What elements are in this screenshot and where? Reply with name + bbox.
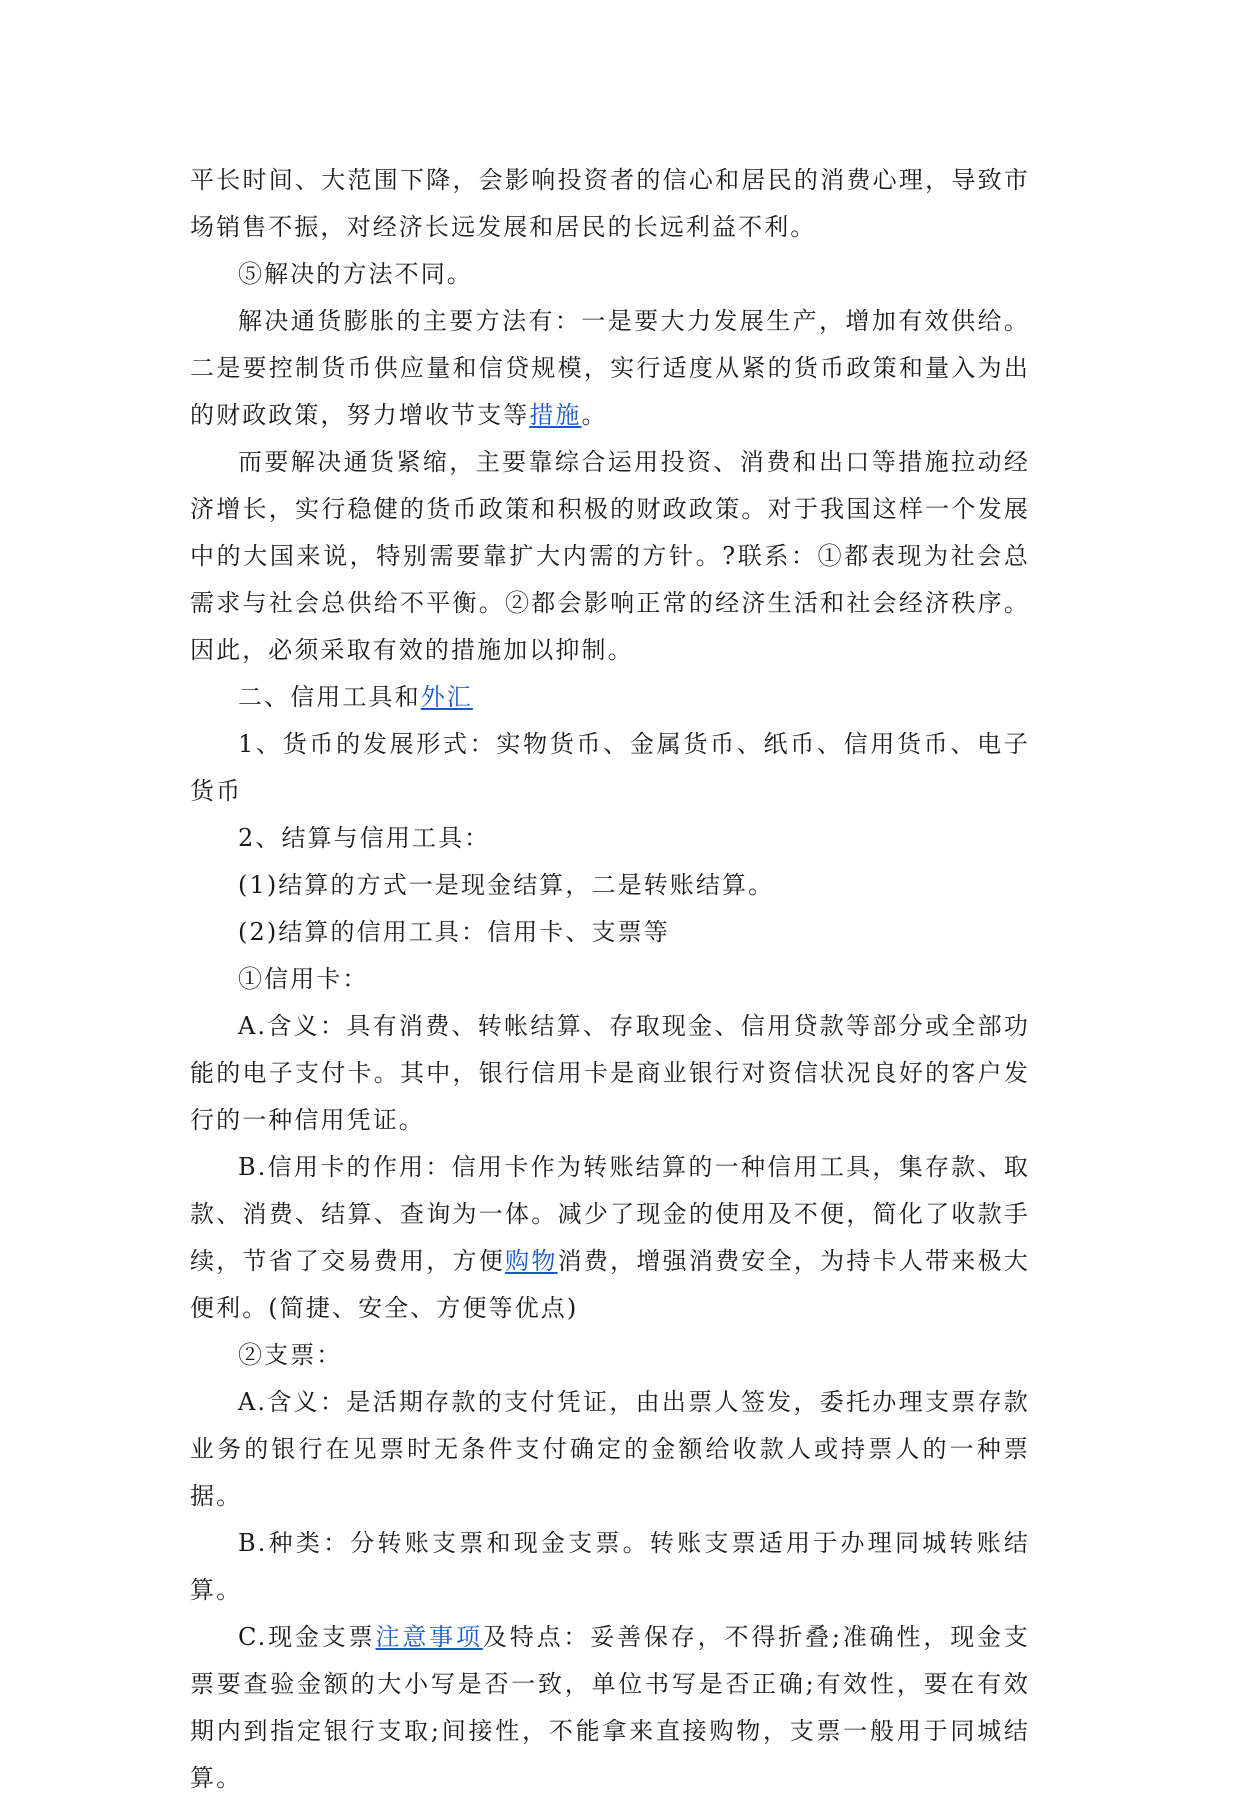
section-heading [190,674,1030,721]
link-cuoshi[interactable]: 措施 [529,401,582,429]
document-body [190,157,1030,1802]
link-waihui[interactable]: 外汇 [420,683,473,711]
paragraph [190,1332,1030,1379]
link-zhuyishixiang[interactable]: 注意事项 [375,1623,483,1651]
paragraph [190,862,1030,909]
text-segment: 1、货币的发展形式：实物货币、金属货币、纸币、信用货币、电子货币 [190,730,1030,805]
text-segment: 而要解决通货紧缩，主要靠综合运用投资、消费和出口等措施拉动经济增长，实行稳健的货币政策和积极的财政政策。对于我国这样一个发展中的大国来说，特别需要靠扩大内需的方针。?联系：①都表现为社会总需求与社会总供给不平衡。②都会影响正常的经济生活和社会经济秩序。因此，必须采取有效的措施加以抑制。 [190,448,1030,664]
text-segment: 。 [581,401,608,429]
paragraph [190,956,1030,1003]
paragraph [190,909,1030,956]
text-segment: C.现金支票 [238,1623,376,1651]
link-gouwu[interactable]: 购物 [505,1247,558,1275]
text-segment: B.种类：分转账支票和现金支票。转账支票适用于办理同城转账结算。 [190,1529,1030,1604]
text-segment: B.信用卡的作用：信用卡作为转账结算的一种信用工具，集存款、取款、消费、结算、查询为一体。减少了现金的使用及不便，简化了收款手续，节省了交易费用，方便 [190,1153,1030,1275]
paragraph [190,1379,1030,1520]
text-segment: 消费，增强消费安全，为持卡人带来极大便利。(简捷、安全、方便等优点) [190,1247,1030,1322]
text-segment: ⑤解决的方法不同。 [238,260,473,288]
text-segment: A.含义：具有消费、转帐结算、存取现金、信用贷款等部分或全部功能的电子支付卡。其中，银行信用卡是商业银行对资信状况良好的客户发行的一种信用凭证。 [190,1012,1030,1134]
paragraph [190,157,1030,251]
text-segment: 二、信用工具和 [238,683,421,711]
text-segment: ②支票： [238,1341,343,1369]
text-segment: 解决通货膨胀的主要方法有：一是要大力发展生产，增加有效供给。二是要控制货币供应量和信贷规模，实行适度从紧的货币政策和量入为出的财政政策，努力增收节支等 [190,307,1030,429]
paragraph [190,439,1030,674]
text-segment: ①信用卡： [238,965,369,993]
text-segment: A.含义：是活期存款的支付凭证，由出票人签发，委托办理支票存款业务的银行在见票时无条件支付确定的金额给收款人或持票人的一种票据。 [190,1388,1030,1510]
paragraph [190,1003,1030,1144]
text-segment: (2)结算的信用工具：信用卡、支票等 [238,918,670,946]
paragraph [190,298,1030,439]
paragraph [190,721,1030,815]
text-segment: 及特点：妥善保存，不得折叠;准确性，现金支票要查验金额的大小写是否一致，单位书写是否正确;有效性，要在有效期内到指定银行支取;间接性，不能拿来直接购物，支票一般用于同城结算。 [190,1623,1030,1792]
paragraph [190,815,1030,862]
text-segment: 2、结算与信用工具： [238,824,491,852]
paragraph [190,1144,1030,1332]
paragraph [190,1520,1030,1614]
text-segment: (1)结算的方式一是现金结算，二是转账结算。 [238,871,775,899]
paragraph [190,1614,1030,1802]
paragraph [190,251,1030,298]
text-segment: 平长时间、大范围下降，会影响投资者的信心和居民的消费心理，导致市场销售不振，对经济长远发展和居民的长远利益不利。 [190,166,1030,241]
